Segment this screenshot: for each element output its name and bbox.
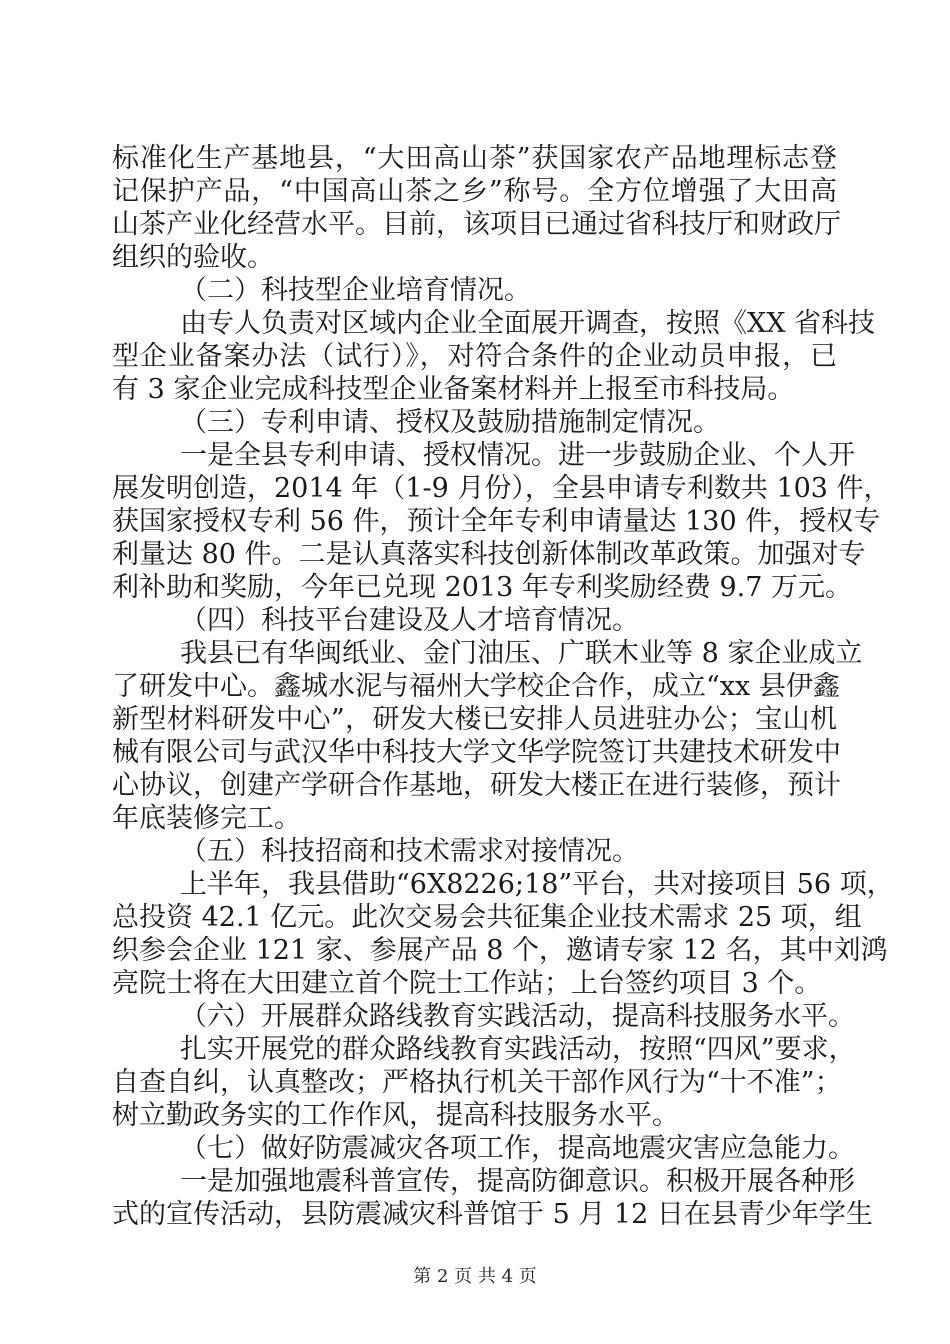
document-body (112, 142, 894, 1231)
text-line: 由专人负责对区域内企业全面展开调查，按照《XX 省科技 (180, 308, 876, 339)
text-line: 有 3 家企业完成科技型企业备案材料并上报至市科技局。 (112, 374, 795, 405)
text-line: （四）科技平台建设及人才培育情况。 (180, 605, 639, 636)
text-line: 山茶产业化经营水平。目前，该项目已通过省科技厅和财政厅 (112, 209, 841, 240)
text-line: 利补助和奖励，今年已兑现 2013 年专利奖励经费 9.7 万元。 (112, 572, 852, 603)
text-line: 总投资 42.1 亿元。此次交易会共征集企业技术需求 25 项，组 (112, 902, 862, 933)
text-line: 上半年，我县借助“6X8226;18”平台，共对接项目 56 项， (180, 869, 894, 900)
text-line: 新型材料研发中心”，研发大楼已安排人员进驻办公；宝山机 (112, 704, 837, 735)
text-line: 一是加强地震科普宣传，提高防御意识。积极开展各种形 (180, 1166, 855, 1197)
text-line: （三）专利申请、授权及鼓励措施制定情况。 (180, 407, 720, 438)
text-line: 我县已有华闽纸业、金门油压、广联木业等 8 家企业成立 (180, 638, 863, 669)
text-line: 扎实开展党的群众路线教育实践活动，按照“四风”要求， (180, 1034, 856, 1065)
text-line: 树立勤政务实的工作作风，提高科技服务水平。 (112, 1100, 679, 1131)
text-line: 获国家授权专利 56 件，预计全年专利申请量达 130 件，授权专 (112, 506, 881, 537)
text-line: 亮院士将在大田建立首个院士工作站；上台签约项目 3 个。 (112, 968, 822, 999)
page-number-footer: 第 2 页 共 4 页 (413, 1266, 537, 1287)
text-line: （二）科技型企业培育情况。 (180, 275, 531, 306)
text-line: 织参会企业 121 家、参展产品 8 个，邀请专家 12 名，其中刘鸿 (112, 935, 888, 966)
text-line: 一是全县专利申请、授权情况。进一步鼓励企业、个人开 (180, 440, 855, 471)
text-line: 械有限公司与武汉华中科技大学文华学院签订共建技术研发中 (112, 737, 841, 768)
text-line: 了研发中心。鑫城水泥与福州大学校企合作，成立“xx 县伊鑫 (112, 671, 840, 702)
text-line: （五）科技招商和技术需求对接情况。 (180, 836, 639, 867)
text-line: 记保护产品，“中国高山茶之乡”称号。全方位增强了大田高 (112, 176, 837, 207)
text-line: 自查自纠，认真整改；严格执行机关干部作风行为“十不准”； (112, 1067, 842, 1098)
text-line: 心协议，创建产学研合作基地，研发大楼正在进行装修，预计 (112, 770, 841, 801)
text-line: 利量达 80 件。二是认真落实科技创新体制改革政策。加强对专 (112, 539, 866, 570)
text-line: 标准化生产基地县，“大田高山茶”获国家农产品地理标志登 (112, 143, 837, 174)
text-line: 式的宣传活动，县防震减灾科普馆于 5 月 12 日在县青少年学生 (112, 1199, 873, 1230)
text-line: 年底装修完工。 (112, 803, 301, 834)
text-line: 型企业备案办法（试行）》，对符合条件的企业动员申报，已 (112, 341, 837, 372)
text-line: （六）开展群众路线教育实践活动，提高科技服务水平。 (180, 1001, 855, 1032)
text-line: （七）做好防震减灾各项工作，提高地震灾害应急能力。 (180, 1133, 855, 1164)
text-line: 展发明创造，2014 年（1-9 月份），全县申请专利数共 103 件， (112, 473, 891, 504)
text-line: 组织的验收。 (112, 242, 274, 273)
